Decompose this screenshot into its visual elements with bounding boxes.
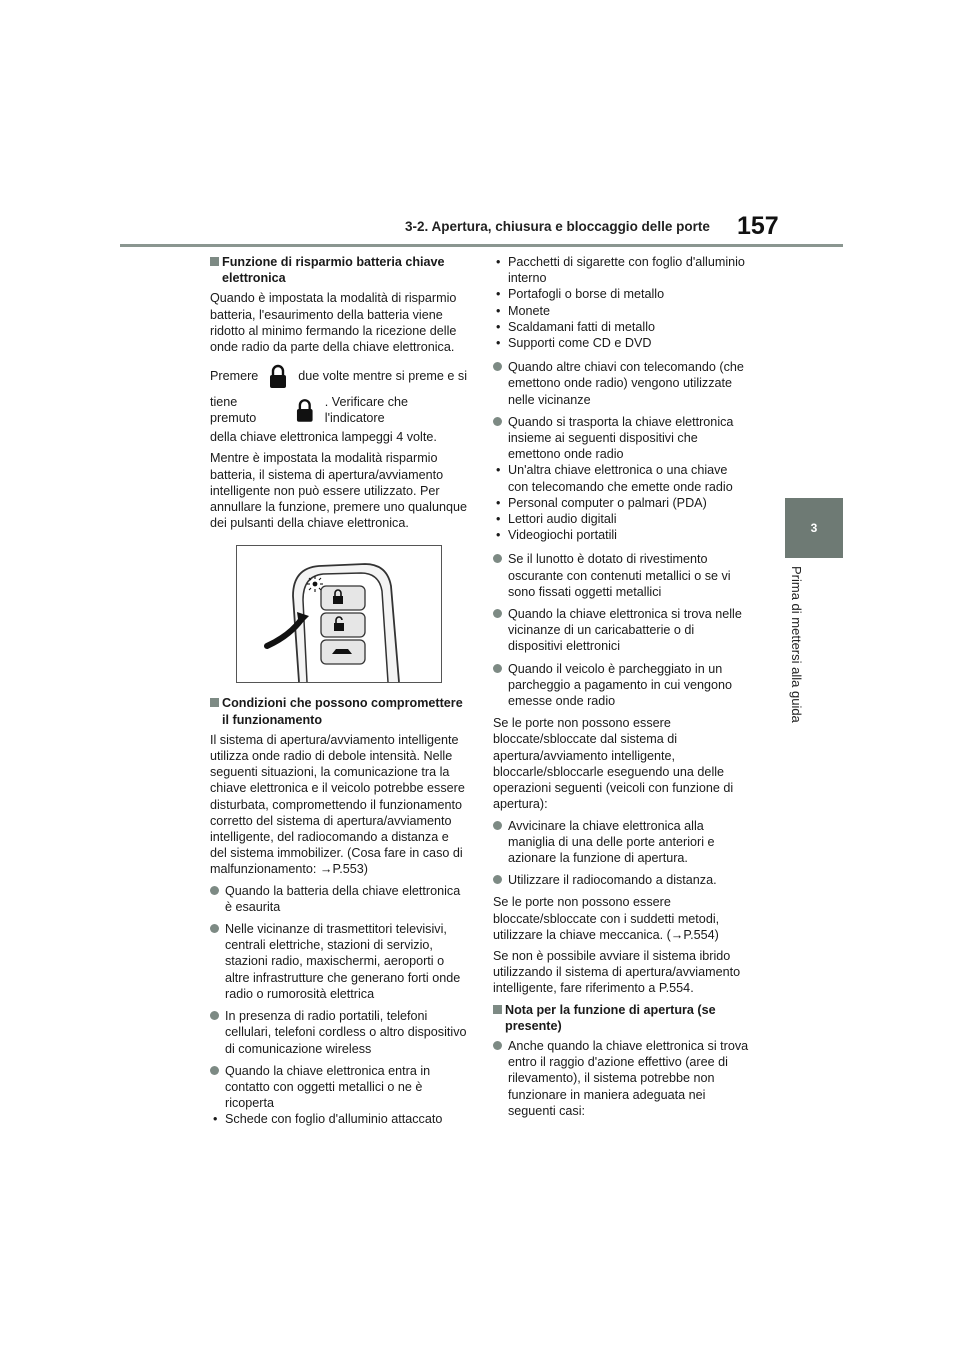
- section-heading: Condizioni che possono compromettere il funzionamento: [210, 695, 468, 727]
- lock-icon: [295, 397, 315, 423]
- paragraph: Se le porte non possono essere bloccate/sbloccate con i suddetti metodi, utilizzare la chiave meccanica. (→P.554): [493, 895, 720, 942]
- section-heading: Nota per la funzione di apertura (se presente): [493, 1002, 751, 1034]
- bullet-item: Quando la batteria della chiave elettronica è esaurita: [210, 883, 468, 915]
- bullet-dot-icon: [493, 417, 502, 426]
- page-number: 157: [737, 212, 779, 240]
- bullet-item: Anche quando la chiave elettronica si trova entro il raggio d'azione effettivo (aree di rilevamento), il sistema potrebbe non funzionare in maniera adeguata nei seguenti casi:: [493, 1038, 751, 1119]
- bullet-dot-icon: [493, 609, 502, 618]
- bullet-item: Se il lunotto è dotato di rivestimento oscurante con contenuti metallici o se vi sono fissati oggetti metallici: [493, 551, 751, 600]
- instruction-line: tiene premuto . Verificare che l'indicatore: [210, 395, 409, 426]
- key-fob-illustration: [236, 545, 442, 683]
- bullet-dot-icon: [210, 1011, 219, 1020]
- bullet-item: In presenza di radio portatili, telefoni cellulari, telefoni cordless o altro dispositivo di comunicazione wireless: [210, 1008, 468, 1057]
- bullet-item: Nelle vicinanze di trasmettitori televisivi, centrali elettriche, stazioni di servizio, stazioni radio, maxischermi, aeroporti o altre infrastrutture che generano forti onde radio o rumorosità elettrica: [210, 921, 468, 1002]
- bullet-item: Avvicinare la chiave elettronica alla maniglia di una delle porte anteriori e azionare la funzione di apertura.: [493, 818, 751, 867]
- sub-item: • Scaldamani fatti di metallo: [496, 319, 655, 334]
- paragraph: Se le porte non possono essere bloccate/sbloccate dal sistema di apertura/avviamento intelligente, bloccarle/sbloccarle eseguendo una delle operazioni seguenti (veicoli con funzione di apertura):: [493, 716, 734, 812]
- bullet-item: Quando la chiave elettronica entra in contatto con oggetti metallici o ne è ricoperta: [210, 1063, 468, 1112]
- bullet-dot-icon: [493, 1041, 502, 1050]
- heading-square-icon: [210, 257, 219, 266]
- bullet-item: Quando altre chiavi con telecomando (che emettono onde radio) vengono utilizzate nelle vicinanze: [493, 359, 751, 408]
- paragraph: Mentre è impostata la modalità risparmio batteria, il sistema di apertura/avviamento intelligente non può essere utilizzato. Per annullare la funzione, premere uno qualunque dei pulsanti della chiave elettronica.: [210, 451, 467, 531]
- heading-square-icon: [493, 1005, 502, 1014]
- sub-item: • Pacchetti di sigarette con foglio d'alluminio interno: [496, 255, 745, 286]
- bullet-dot-icon: [210, 924, 219, 933]
- bullet-item: Quando la chiave elettronica si trova nelle vicinanze di un caricabatterie o di dispositivi elettronici: [493, 606, 751, 655]
- sub-item: • Videogiochi portatili: [496, 528, 617, 543]
- chapter-title-container: [786, 566, 808, 736]
- chapter-number: 3: [810, 521, 818, 535]
- sub-item: • Schede con foglio d'alluminio attaccato: [213, 1112, 443, 1127]
- section-title: 3-2. Apertura, chiusura e bloccaggio delle porte: [405, 219, 710, 234]
- instruction-line: Premere due volte mentre si preme e si: [210, 363, 468, 389]
- bullet-item: Utilizzare il radiocomando a distanza.: [493, 872, 751, 888]
- paragraph: Il sistema di apertura/avviamento intelligente utilizza onde radio di debole intensità. Nelle seguenti situazioni, la comunicazione tra la chiave elettronica e il veicolo potrebbe essere disturbata, compromettendo il funzionamento corretto del sistema di apertura/avviamento intelligente, del radiocomando a distanza e del sistema immobilizer. (Cosa fare in caso di malfunzionamento: →P.553): [210, 732, 465, 877]
- lock-icon: [268, 363, 288, 389]
- sub-item: • Un'altra chiave elettronica o una chiave con telecomando che emette onde radio: [496, 463, 733, 494]
- sub-item: • Portafogli o borse di metallo: [496, 287, 665, 302]
- bullet-item: Quando il veicolo è parcheggiato in un parcheggio a pagamento in cui vengono emesse onde radio: [493, 661, 751, 710]
- bullet-dot-icon: [210, 1066, 219, 1075]
- bullet-dot-icon: [493, 362, 502, 371]
- sub-item: • Personal computer o palmari (PDA): [496, 495, 707, 510]
- bullet-item: Quando si trasporta la chiave elettronica insieme ai seguenti dispositivi che emettono onde radio: [493, 414, 751, 463]
- bullet-dot-icon: [493, 554, 502, 563]
- bullet-dot-icon: [493, 821, 502, 830]
- sub-item: • Lettori audio digitali: [496, 512, 617, 527]
- chapter-tab[interactable]: [785, 498, 843, 558]
- sub-item: • Supporti come CD e DVD: [496, 336, 652, 351]
- sub-item: • Monete: [496, 303, 551, 318]
- left-column: [210, 254, 468, 1128]
- bullet-dot-icon: [493, 875, 502, 884]
- header-divider: [120, 244, 843, 247]
- paragraph: Quando è impostata la modalità di risparmio batteria, l'esaurimento della batteria viene ridotto al minimo fermando la ricezione delle onde radio da parte della chiave elettronica.: [210, 291, 457, 355]
- key-fob-drawing: [237, 546, 441, 682]
- section-heading: Funzione di risparmio batteria chiave elettronica: [210, 254, 468, 286]
- chapter-title: Prima di mettersi alla guida: [789, 566, 804, 723]
- bullet-dot-icon: [210, 886, 219, 895]
- bullet-dot-icon: [493, 664, 502, 673]
- heading-square-icon: [210, 698, 219, 707]
- right-column: [493, 254, 751, 1125]
- paragraph: della chiave elettronica lampeggi 4 volte.: [210, 430, 437, 445]
- paragraph: Se non è possibile avviare il sistema ibrido utilizzando il sistema di apertura/avviamento intelligente, fare riferimento a P.554.: [493, 948, 741, 996]
